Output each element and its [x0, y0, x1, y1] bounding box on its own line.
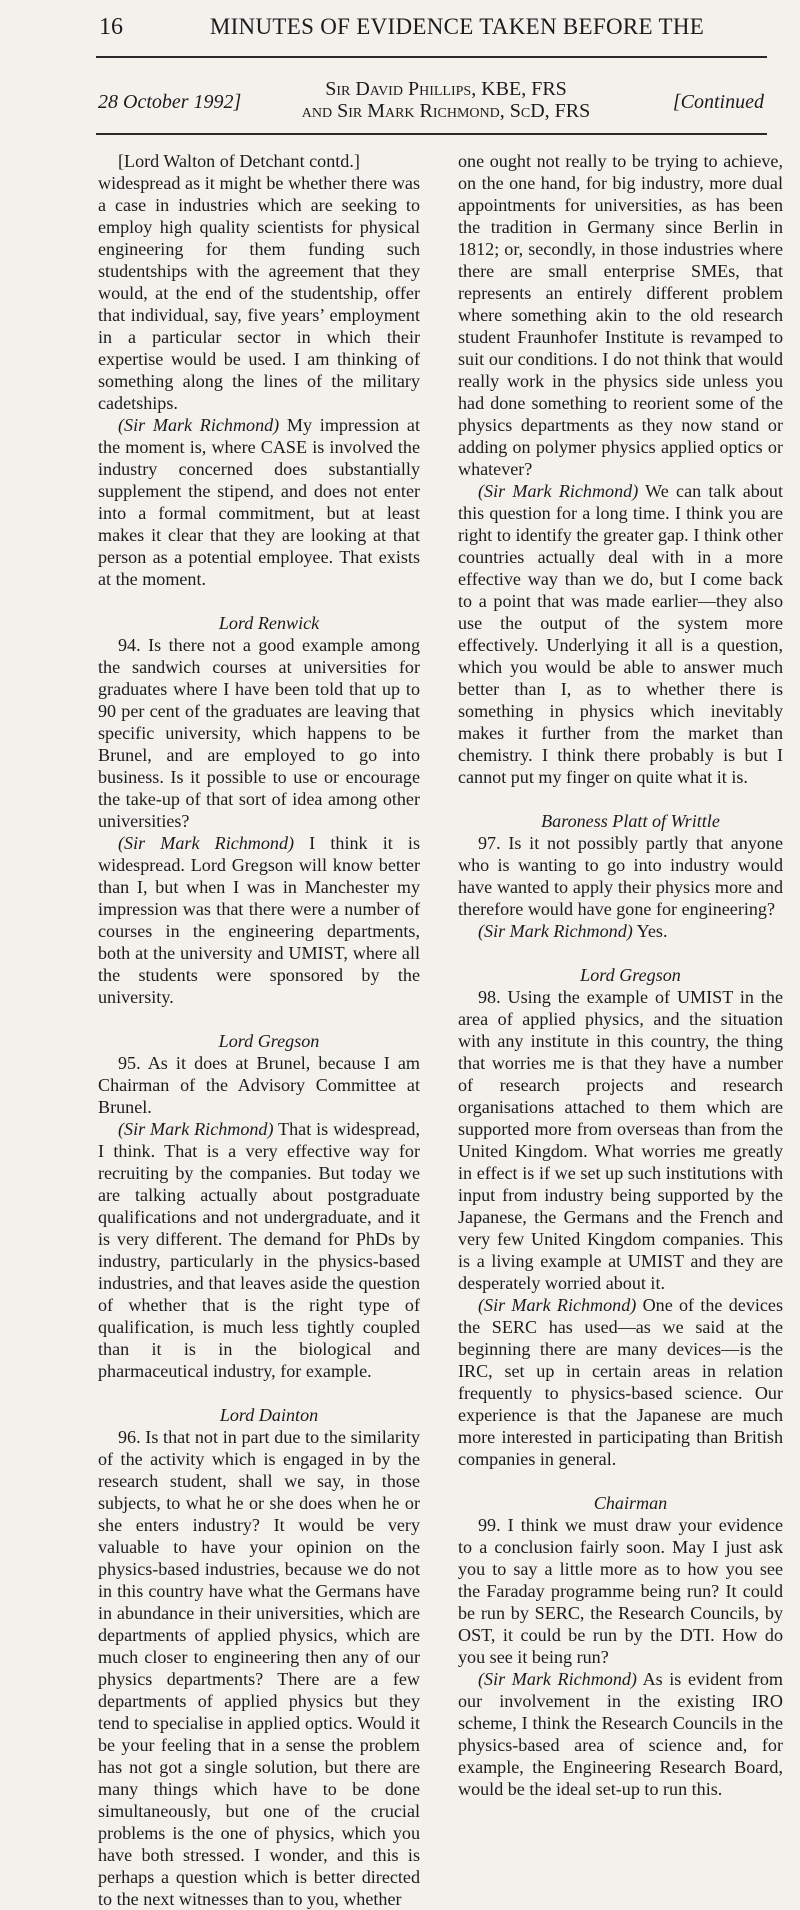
answer-paragraph [458, 1668, 783, 1800]
answer-text: That is widespread, I think. That is a very effective way for recruiting by the companies. But today we are talking actually about postgraduate qualifications and not undergraduate, and it is very different. The demand for PhDs by industry, particularly in the physics-based industries, and that leaves aside the question of whether that is the right type of qualification, is much less tightly coupled than it is in the biological and pharmaceutical industry, for example. [98, 1119, 420, 1381]
speaker-heading: Baroness Platt of Writtle [541, 811, 720, 831]
speaker-heading: Lord Renwick [218, 613, 320, 633]
answer-paragraph [458, 920, 783, 942]
continued-speaker-note: [Lord Walton of Detchant contd.] [118, 151, 360, 171]
answer-paragraph [458, 480, 783, 788]
question-94: 94. Is there not a good example among the sandwich courses at universities for graduates where I have been told that up to 90 per cent of the graduates are leaving that specific university, which happens to be Brunel, and are employed to go into business. Is it possible to use or encourage the take-up of that sort of idea among other universities? [98, 635, 420, 831]
answer-paragraph [98, 832, 420, 1008]
question-99: 99. I think we must draw your evidence to a conclusion fairly soon. May I just ask you to say a little more as to how you see the Faraday programme being run? It could be run by SERC, the Research Councils, by OST, it could be run by the DTI. How do you see it being run? [458, 1515, 783, 1667]
continued-label: [Continued [672, 91, 764, 113]
answer-text: As is evident from our involvement in the existing IRO scheme, I think the Research Councils in the physics-based area of science and, for example, the Engineering Research Board, would be the ideal set-up to run this. [458, 1669, 783, 1799]
question-98: 98. Using the example of UMIST in the area of applied physics, and the situation with any institute in this country, the thing that worries me is that they have a number of research projects and research organisations attached to them which are supported more from overseas than from the United Kingdom. What worries me greatly in effect is if we set up such institutions with input from industry being supported by the Japanese, the Germans and the French and very few United Kingdom companies. This is a living example at UMIST and they are desperately worried about it. [458, 987, 783, 1293]
answer-paragraph [98, 414, 420, 590]
answer-text: Yes. [632, 921, 668, 941]
right-column [458, 150, 783, 1800]
witness-names [266, 78, 626, 122]
answer-paragraph [98, 1118, 420, 1382]
hearing-date: 28 October 1992] [98, 91, 242, 113]
speaker-tag: (Sir Mark Richmond) [118, 415, 280, 435]
speaker-heading: Lord Dainton [219, 1405, 319, 1425]
running-head: MINUTES OF EVIDENCE TAKEN BEFORE THE [209, 14, 705, 39]
answer-paragraph [458, 1294, 783, 1470]
question-95: 95. As it does at Brunel, because I am Chairman of the Advisory Committee at Brunel. [98, 1053, 420, 1117]
top-rule [96, 56, 767, 58]
answer-text: One of the devices the SERC has used—as we said at the beginning there are many devices—is the IRC, set up in certain areas in relation frequently to physics-based science. Our experience is that the Japanese are much more interested in participating than British companies in general. [458, 1295, 783, 1469]
speaker-tag: (Sir Mark Richmond) [478, 1295, 637, 1315]
speaker-heading: Lord Gregson [580, 965, 681, 985]
speaker-tag: (Sir Mark Richmond) [478, 481, 639, 501]
left-column [98, 150, 420, 1910]
speaker-tag: (Sir Mark Richmond) [478, 1669, 637, 1689]
answer-text: I think it is widespread. Lord Gregson will know better than I, but when I was in Manchester my impression was that there were a number of courses in the engineering departments, both at the university and UMIST, where all the students were sponsored by the university. [98, 833, 420, 1007]
witness-line-1: Sir David Phillips, KBE, FRS [325, 78, 567, 100]
header-rule [96, 133, 767, 135]
question-96: 96. Is that not in part due to the similarity of the activity which is engaged in by the research student, shall we say, in those subjects, to what he or she does when he or she enters industry? It would be very valuable to have your opinion on the physics-based industries, because we do not in this country have what the Germans have in abundance in their universities, which are departments of applied physics, which are much closer to engineering then any of our physics departments? There are a few departments of applied physics but they tend to specialise in applied optics. Would it be your feeling that in a sense the problem has not got a single solution, but there are many things which have to be done simultaneously, but one of the crucial problems is the one of physics, which you have both stressed. I wonder, and this is perhaps a question which is better directed to the next witnesses than to you, whether [98, 1427, 420, 1909]
witness-line-2: and Sir Mark Richmond, ScD, FRS [301, 100, 591, 122]
speaker-tag: (Sir Mark Richmond) [118, 833, 295, 853]
paragraph: one ought not really to be trying to achieve, on the one hand, for big industry, more dual appointments for universities, as has been the tradition in Germany since Berlin in 1812; or, secondly, in those industries where there are small enterprise SMEs, that represents an entirely different problem where something akin to the old research student Fraunhofer Institute is revamped to suit our conditions. I do not think that would really work in the physics side unless you had done something to reorient some of the physics departments as they now stand or adding on polymer physics applied optics or whatever? [458, 151, 783, 479]
answer-text: We can talk about this question for a long time. I think you are right to identify the greater gap. I think other countries actually deal with in a more effective way than we do, but I come back to a point that was made earlier—they also use the output of the system more effectively. Underlying it all is a question, which you would be able to answer much better than I, as to whether there is something in physics which inevitably makes it further from the market than chemistry. I think there probably is but I cannot put my finger on quite what it is. [458, 481, 783, 787]
paragraph: widespread as it might be whether there was a case in industries which are seeking to employ high quality scientists for physical engineering for them funding such studentships with the agreement that they would, at the end of the studentship, offer that individual, say, five years’ employment in a particular sector in which their expertise would be used. I am thinking of something along the lines of the military cadetships. [98, 173, 420, 413]
speaker-heading: Lord Gregson [218, 1031, 320, 1051]
speaker-tag: (Sir Mark Richmond) [118, 1119, 274, 1139]
speaker-heading: Chairman [593, 1493, 668, 1513]
page-number: 16 [99, 14, 123, 40]
answer-text: My impression at the moment is, where CASE is involved the industry concerned does substantially supplement the stipend, and does not enter into a formal commitment, but at least makes it clear that they are looking at that person as a potential employee. That exists at the moment. [98, 415, 420, 589]
question-97: 97. Is it not possibly partly that anyone who is wanting to go into industry would have wanted to apply their physics more and therefore would have gone for engineering? [458, 833, 783, 919]
speaker-tag: (Sir Mark Richmond) [478, 921, 633, 941]
